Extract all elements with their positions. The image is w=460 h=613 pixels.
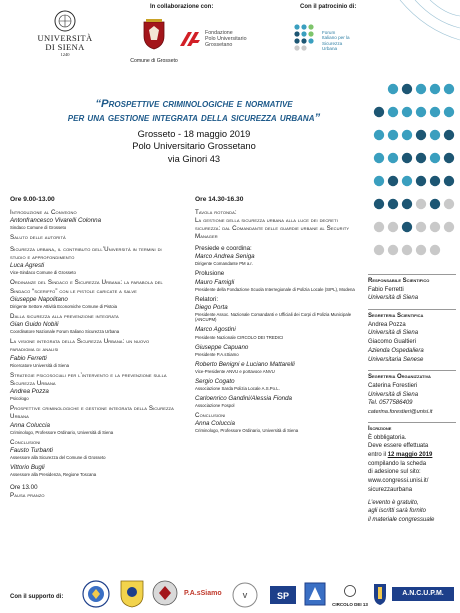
forum-line3: Sicurezza xyxy=(322,40,343,46)
sponsor-badge-1-icon xyxy=(82,580,110,608)
morning-program xyxy=(10,196,175,500)
speaker-role: Presidente Nazionale CIRCOLO DEI TREDICI xyxy=(195,334,284,340)
decor-dot xyxy=(388,130,398,140)
forum-line1: Forum xyxy=(322,30,336,35)
seg-sci-inst2b: Universitaria Senese xyxy=(368,356,424,363)
sponsor-circolo xyxy=(332,584,368,607)
info-column xyxy=(368,272,456,525)
decor-dot xyxy=(416,107,426,117)
unisi-crest-icon xyxy=(54,10,76,32)
program-item xyxy=(10,234,175,242)
program-item-speaker: Andrea Pozza xyxy=(10,388,49,396)
title-block xyxy=(14,97,374,165)
decor-dot xyxy=(430,222,440,232)
decor-dot xyxy=(444,176,454,186)
footer xyxy=(0,574,460,613)
fondazione-logo xyxy=(178,28,258,54)
decor-dot xyxy=(402,107,412,117)
program-item xyxy=(10,338,175,368)
speaker-item xyxy=(195,395,357,409)
event-address: via Ginori 43 xyxy=(167,153,221,164)
sponsor-ancupm xyxy=(392,587,454,601)
program-item-speaker: Gian Guido Nobili xyxy=(10,321,59,329)
program-item-role: Dirigente Settore Attività Economiche Comune di Pistoia xyxy=(10,303,117,309)
fondazione-line2: Polo Universitario xyxy=(205,36,247,43)
fondazione-line1: Fondazione xyxy=(205,30,233,36)
program-item-role: Assessore alla Sicurezza del Comune di Grosseto xyxy=(10,455,106,461)
seg-sci-inst2: Azienda Ospedaliera xyxy=(368,347,424,354)
speaker-role: Presidente Assoc. Nazionale Comandanti e Ufficiali dei Corpi di Polizia Municipale (ANCUPM) xyxy=(195,312,352,323)
sponsor-pas xyxy=(184,590,222,597)
iscr-1: È obbligatoria. xyxy=(368,434,407,441)
iscr-8: L’evento è gratuito, xyxy=(368,499,419,506)
decor-dot xyxy=(374,176,384,186)
forum-logo xyxy=(292,18,372,68)
unisi-year: 1240 xyxy=(60,51,70,57)
svg-text:SP: SP xyxy=(276,591,290,601)
conclusion-label: Conclusioni xyxy=(195,412,226,420)
speaker-item xyxy=(195,344,357,358)
chair-name: Marco Andrea Seniga xyxy=(195,253,255,261)
program-item-title: Prospettive criminologiche e gestione integrata della Sicurezza Urbana xyxy=(10,405,174,421)
fondazione-line3: Grossetano xyxy=(205,42,233,49)
decor-dot xyxy=(402,199,412,209)
decor-dot xyxy=(416,153,426,163)
iscr-6[interactable]: www.congressi.unisi.it/ xyxy=(368,478,429,485)
decor-dot xyxy=(402,245,412,255)
program-item-title: Conclusioni xyxy=(10,438,41,446)
speaker-item xyxy=(195,304,357,323)
speaker-role: Vice-Presidente ANVU e portavoce ANVU xyxy=(195,368,275,374)
program-item-speaker: Antonfrancesco Vivarelli Colonna xyxy=(10,216,102,224)
grosseto-crest-icon xyxy=(142,18,166,50)
iscr-10: il materiale congressuale xyxy=(368,516,435,523)
conclusion-name: Anna Coluccia xyxy=(195,420,235,428)
iscr-5: di adesione sul sito: xyxy=(368,469,421,476)
round-title: La gestione della sicurezza urbana alla luce dei decreti sicurezza: dal Comandante delle guardie urbane al Security Manager xyxy=(195,216,350,241)
speaker-name: Marco Agostini xyxy=(195,326,236,334)
decor-dot xyxy=(444,153,454,163)
program-item-title: Dalla sicurezza alla prevenzione integrata xyxy=(10,312,119,320)
decor-dot xyxy=(374,222,384,232)
unisi-logo xyxy=(30,10,100,68)
sponsor-badge-2-icon xyxy=(118,578,146,608)
program-item-role: Psicologo xyxy=(10,396,29,402)
unisi-line2: DI SIENA xyxy=(45,41,85,52)
program-item-role: Criminologo, Professore Ordinario, Università di Siena xyxy=(10,429,114,435)
sponsor-badge-4-icon xyxy=(232,582,258,608)
iscr-url[interactable] xyxy=(368,477,456,494)
iscr-label: Iscrizione xyxy=(368,422,456,434)
decor-dot xyxy=(416,245,426,255)
decor-dot xyxy=(416,222,426,232)
lunch-label: Pausa pranzo xyxy=(10,491,45,499)
decor-dot xyxy=(374,153,384,163)
event-date: Grosseto - 18 maggio 2019 xyxy=(137,128,251,139)
decor-dot xyxy=(430,176,440,186)
decor-dot xyxy=(444,107,454,117)
program-item-title: Sicurezza urbana, il contributo dell’Università in termini di studio e approfondimento xyxy=(10,245,162,261)
decor-dot xyxy=(374,130,384,140)
program-item-title: Ordinanze del Sindaco e Sicurezza Urbana: la parabola del Sindaco “sceriffo” con le pistole caricate a salve xyxy=(10,279,163,295)
sponsor-circolo-text: CIRCOLO DEI 13 xyxy=(332,602,368,607)
program-item-role: Assessore alla Presidenza, Regione Toscana xyxy=(10,472,97,478)
decor-dot xyxy=(416,199,426,209)
decor-dot xyxy=(374,245,384,255)
corner-decoration-icon xyxy=(390,0,460,80)
sponsor-badge-3-icon xyxy=(152,580,178,608)
speaker-item xyxy=(195,326,357,340)
decor-dot xyxy=(430,245,440,255)
decor-dot xyxy=(416,84,426,94)
program-item xyxy=(10,246,175,276)
morning-time: Ore 9.00-13.00 xyxy=(10,196,55,203)
program-item xyxy=(10,209,175,231)
program-item xyxy=(10,313,175,335)
seg-org-inst: Università di Siena xyxy=(368,391,419,398)
program-item xyxy=(10,279,175,309)
decor-dot xyxy=(430,199,440,209)
iscr-deadline: 12 maggio 2019 xyxy=(387,452,433,459)
seg-org-tel: Tel. 0577586409 xyxy=(368,400,413,407)
event-venue: Polo Universitario Grossetano xyxy=(132,141,256,152)
decor-dot xyxy=(444,130,454,140)
program-item-role: Sindaco Comune di Grosseto xyxy=(10,225,67,231)
program-item-speaker: Giuseppe Napolitano xyxy=(10,295,68,303)
program-item-speaker: Luca Agresti xyxy=(10,262,45,270)
resp-name: Fabio Ferretti xyxy=(368,286,404,293)
decor-dot xyxy=(388,107,398,117)
program-item-speaker: Fabio Ferretti xyxy=(10,354,47,362)
decor-dot xyxy=(388,84,398,94)
decor-dot xyxy=(374,199,384,209)
decor-dot xyxy=(416,130,426,140)
seg-sci-name1: Andrea Pozza xyxy=(368,321,406,328)
circolo-icon xyxy=(342,585,358,597)
afternoon-program xyxy=(195,196,357,437)
program-item xyxy=(10,372,175,402)
grosseto-caption: Comune di Grosseto xyxy=(130,58,178,64)
lunch-time: Ore 13.00 xyxy=(10,483,38,491)
iscr-7[interactable]: sicurezzaurbana xyxy=(368,486,413,493)
speaker-name: Carloenrico Gandini/Alessia Fionda xyxy=(195,394,292,402)
speaker-item xyxy=(195,378,357,392)
conclusion-role: Criminologo, Professore Ordinario, Università di Siena xyxy=(195,428,299,434)
chair-label: Presiede e coordina: xyxy=(195,245,252,253)
dot-pattern xyxy=(372,82,456,272)
speaker-role: Associazione Fospol xyxy=(195,403,235,409)
decor-dot xyxy=(430,153,440,163)
decor-dot xyxy=(388,199,398,209)
program-item xyxy=(10,464,175,478)
program-item-speaker: Vittorio Bugli xyxy=(10,464,45,472)
resp-label: Responsabile Scientifico xyxy=(368,274,456,286)
decor-dot xyxy=(402,84,412,94)
decor-dot xyxy=(402,153,412,163)
decor-dot xyxy=(402,130,412,140)
speakers-label: Relatori: xyxy=(195,295,219,303)
decor-dot xyxy=(430,130,440,140)
program-item-title: Strategie psicosociali per l’intervento e la prevenzione sulla Sicurezza Urbana xyxy=(10,371,167,387)
prolusion-name: Mauro Famigli xyxy=(195,278,235,286)
decor-dot xyxy=(430,84,440,94)
speaker-role: Presidente P.A.sSiamo xyxy=(195,351,239,357)
decor-dot xyxy=(388,153,398,163)
fondazione-mark-icon xyxy=(178,30,202,48)
decor-dot xyxy=(402,176,412,186)
title-line1: “Prospettive criminologiche e normative xyxy=(95,98,293,110)
speaker-name: Roberto Benigni e Luciano Mattarelli xyxy=(195,360,295,368)
seg-org-label: Segreteria Organizzativa xyxy=(368,370,456,382)
resp-inst: Università di Siena xyxy=(368,295,419,302)
program-item-role: Ricercatore Università di Siena xyxy=(10,362,69,368)
afternoon-time: Ore 14.30-16.30 xyxy=(195,196,244,203)
seg-sci-label: Segreteria Scientifica xyxy=(368,309,456,321)
sponsor-badge-5-icon xyxy=(268,582,298,608)
seg-sci-name2: Giacomo Gualtieri xyxy=(368,339,417,346)
program-item-speaker: Fausto Turbanti xyxy=(10,446,53,454)
collab-label: In collaborazione con: xyxy=(150,4,214,10)
speaker-name: Diego Porta xyxy=(195,303,228,311)
title-line2: per una gestione integrata della sicurezza urbana” xyxy=(67,112,321,125)
support-label: Con il supporto di: xyxy=(10,594,64,600)
iscr-3a: entro il xyxy=(368,452,388,459)
program-item-title: Saluto delle autorità xyxy=(10,234,66,242)
svg-text:V: V xyxy=(242,593,248,600)
prolusion-label: Prolusione xyxy=(195,270,225,278)
decor-dot xyxy=(374,107,384,117)
iscr-2: Deve essere effettuata xyxy=(368,443,429,450)
forum-line4: Urbana xyxy=(322,45,338,51)
forum-dots-icon xyxy=(292,22,322,52)
speaker-name: Giuseppe Capuano xyxy=(195,343,249,351)
decor-dot xyxy=(388,245,398,255)
seg-org-name: Caterina Forestieri xyxy=(368,382,418,389)
decor-dot xyxy=(416,176,426,186)
sponsor-pas-text: P.A.sSiamo xyxy=(184,590,222,597)
program-item-role: Vice-Sindaco Comune di Grosseto xyxy=(10,270,76,276)
forum-line2: Italiano per la xyxy=(322,35,350,41)
program-item-title: Introduzione al Convegno xyxy=(10,208,77,216)
decor-dot xyxy=(430,107,440,117)
program-item-title: La visione integrata della Sicurezza Urbana: un nuovo paradigma di analisi xyxy=(10,338,150,354)
patro-label: Con il patrocinio di: xyxy=(300,4,357,10)
seg-sci-inst1: Università di Siena xyxy=(368,330,419,337)
decor-dot xyxy=(444,222,454,232)
program-item xyxy=(10,439,175,461)
seg-org-email[interactable]: caterina.forestieri@unisi.it xyxy=(368,408,433,415)
decor-dot xyxy=(388,222,398,232)
speaker-item xyxy=(195,361,357,375)
chair-role: Dirigente Comandante PM a.r. xyxy=(195,261,253,267)
decor-dot xyxy=(388,176,398,186)
decor-dot xyxy=(402,222,412,232)
sponsor-ancupm-text: A.N.C.U.P.M. xyxy=(402,590,444,597)
header xyxy=(0,0,460,80)
iscr-9: agli iscritti sarà fornito xyxy=(368,508,427,515)
iscr-3 xyxy=(368,451,456,460)
prolusion-role: Presidente della Fondazione Scuola Interregionale di Polizia Locale (SIPL), Modena xyxy=(195,286,355,292)
grosseto-logo xyxy=(128,18,180,70)
unisi-line1: UNIVERSITÀ xyxy=(37,33,93,43)
sponsor-badge-6-icon xyxy=(304,582,326,606)
decor-dot xyxy=(444,199,454,209)
program-item-role: Coordinatore Nazionale Forum Italiano Sicurezza Urbana xyxy=(10,329,120,335)
decor-dot xyxy=(444,84,454,94)
program-item xyxy=(10,405,175,435)
round-label: Tavola rotonda: xyxy=(195,208,237,216)
speaker-role: Associazione Sarda Polizia Locale A.S.Po.L. xyxy=(195,386,280,391)
speaker-name: Sergio Cogato xyxy=(195,377,235,385)
iscr-4: compilando la scheda xyxy=(368,460,427,467)
program-item-speaker: Anna Coluccia xyxy=(10,421,50,429)
sponsor-badge-7-icon xyxy=(372,582,388,606)
